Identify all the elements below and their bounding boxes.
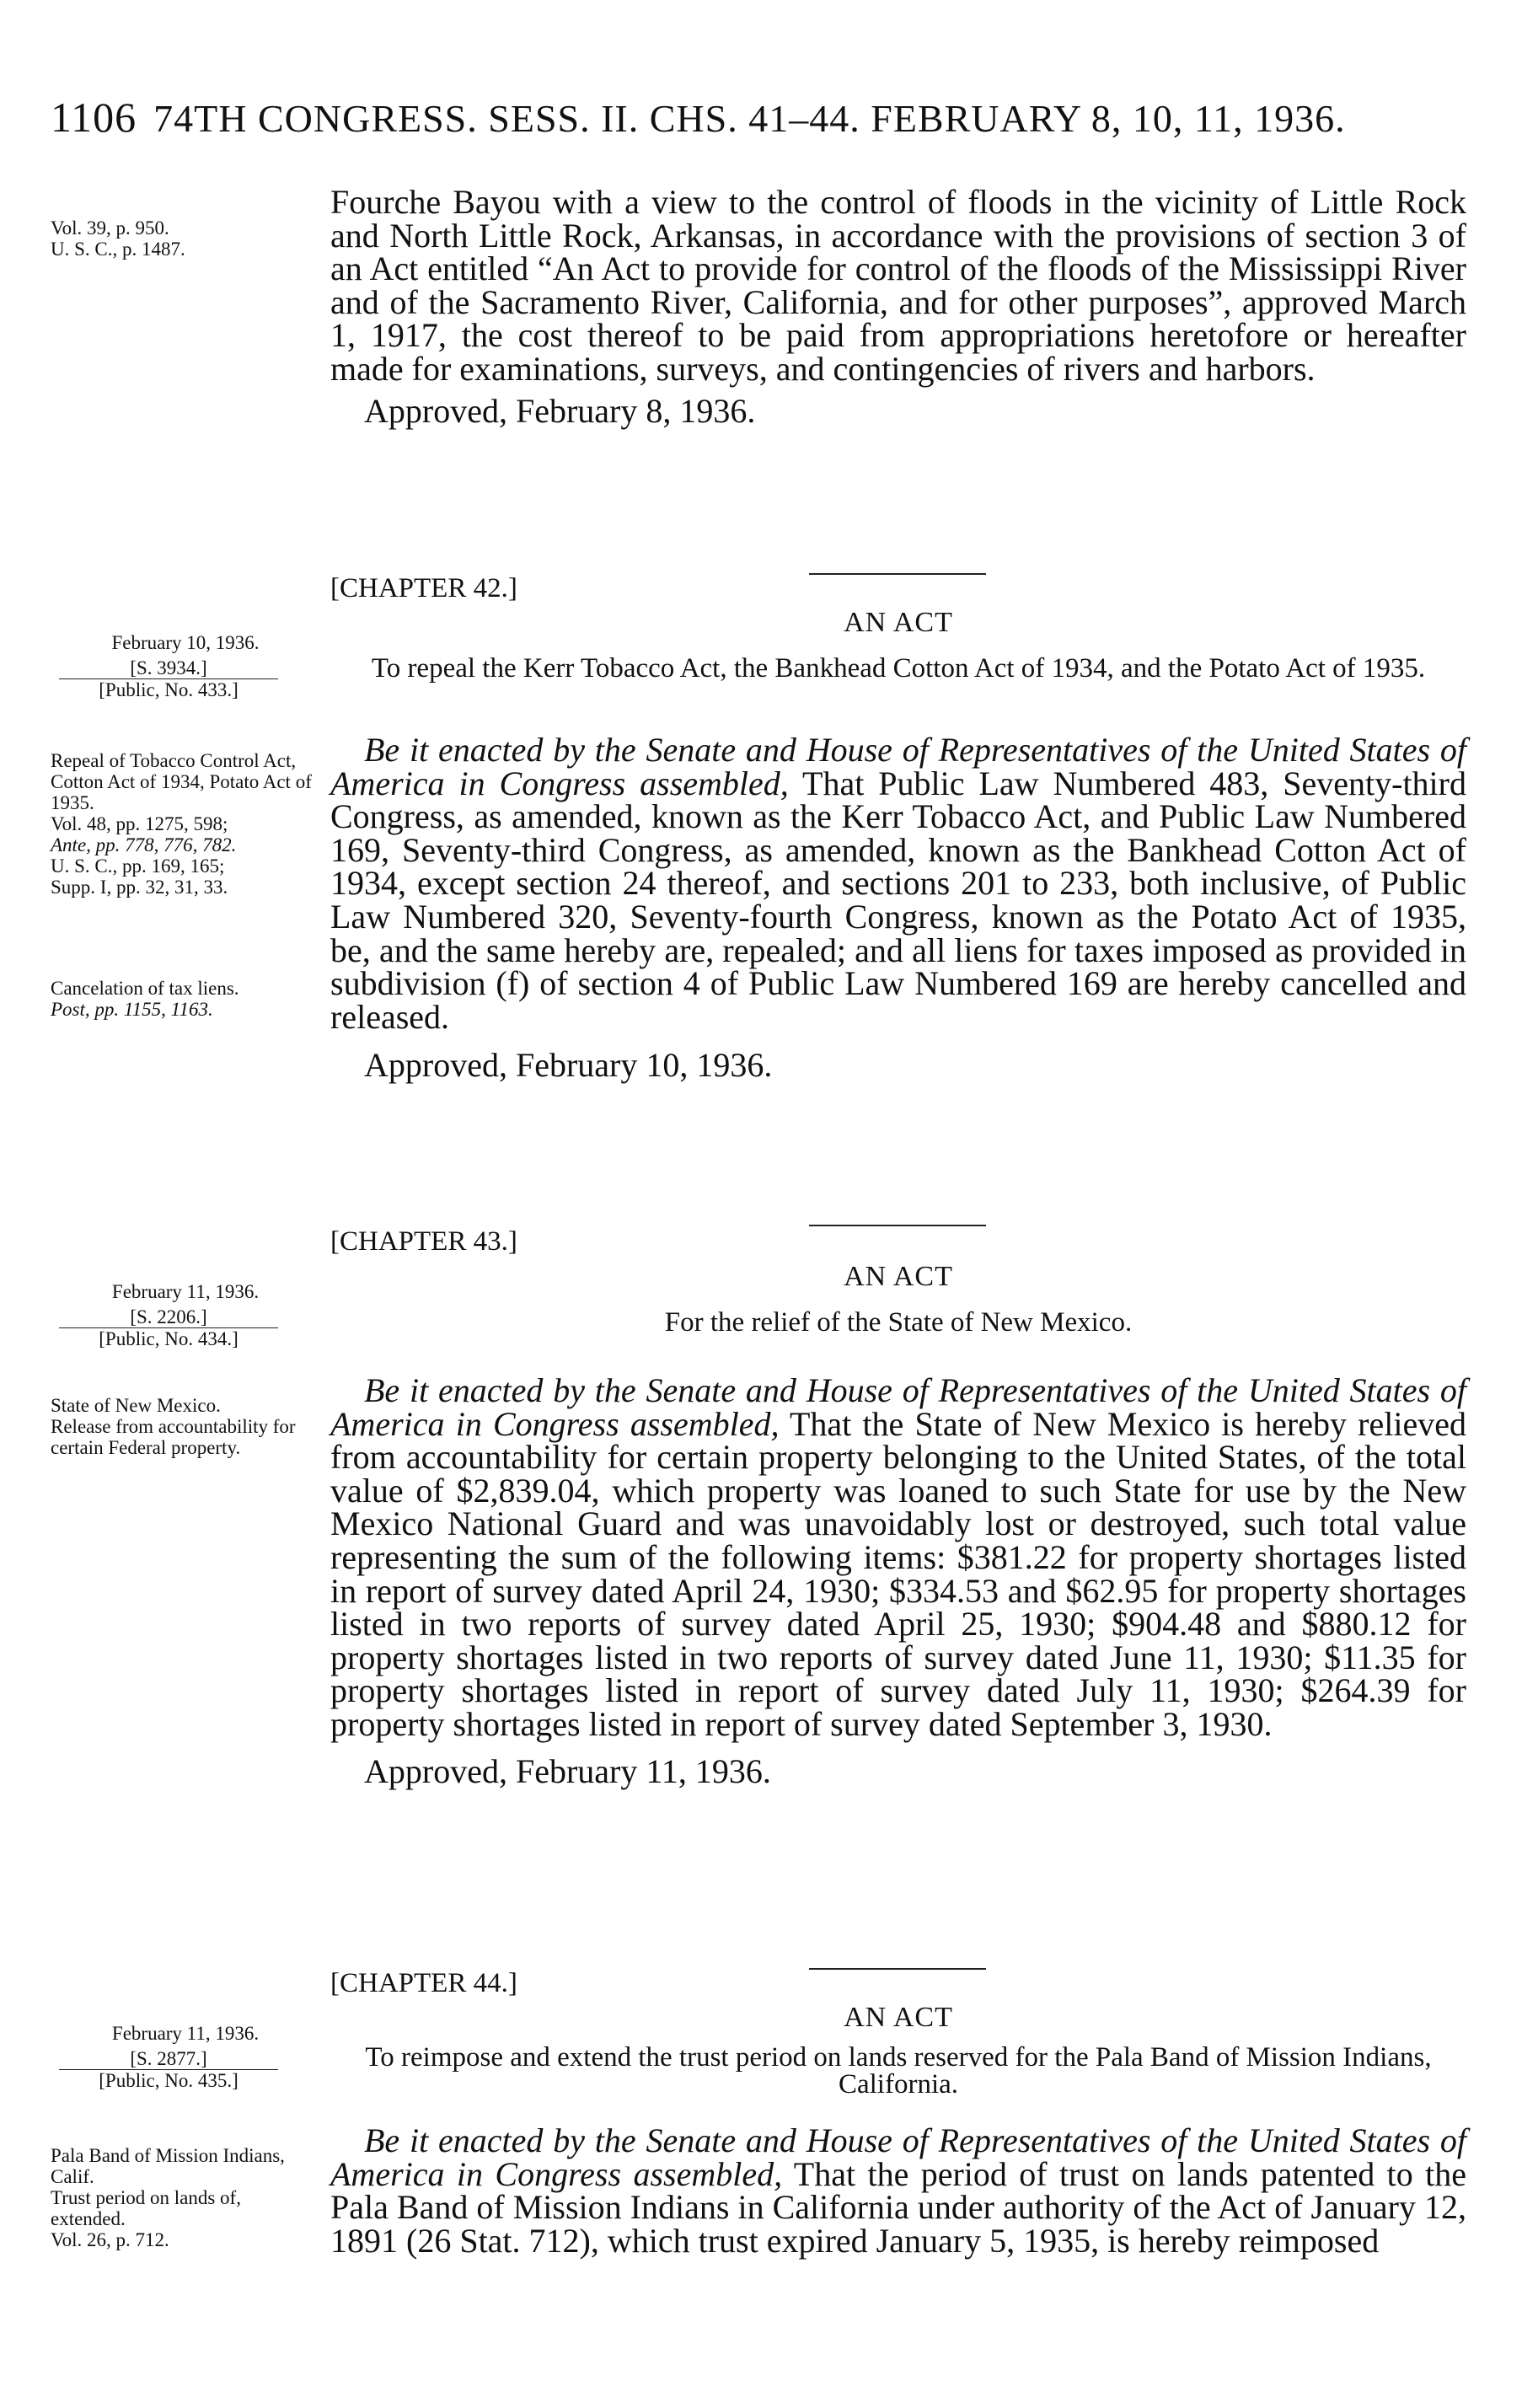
margin-public-law: [Public, No. 434.] xyxy=(59,1327,278,1349)
ch43-chapter-label: [CHAPTER 43.] xyxy=(330,1226,517,1257)
ch44-enacting-clause: Be it enacted by the Senate and House of Representatives of the United States of America in Congress assembled, xyxy=(330,2121,1466,2193)
ch43-act-heading: AN ACT xyxy=(844,1261,953,1292)
ch44-chapter-label: [CHAPTER 44.] xyxy=(330,1968,517,1998)
margin-date: February 10, 1936. xyxy=(111,632,260,653)
margin-notes-ch43 xyxy=(51,1395,320,1458)
margin-note: Release from accountability for certain Federal property. xyxy=(51,1416,296,1458)
running-head xyxy=(51,93,1483,142)
margin-note: Post, pp. 1155, 1163. xyxy=(51,999,213,1020)
ch43-enacting-clause: Be it enacted by the Senate and House of Representatives of the United States of America in Congress assembled, xyxy=(330,1371,1466,1443)
margin-note: Vol. 48, pp. 1275, 598; xyxy=(51,813,228,834)
ch42-enacting-clause: Be it enacted by the Senate and House of Representatives of the United States of America in Congress assembled, xyxy=(330,731,1466,802)
margin-note: Supp. I, pp. 32, 31, 33. xyxy=(51,877,228,898)
ch42-act-heading: AN ACT xyxy=(844,607,953,638)
margin-note: Vol. 26, p. 712. xyxy=(51,2229,169,2250)
margin-notes-ch41 xyxy=(51,217,320,260)
ch42-approved: Approved, February 10, 1936. xyxy=(364,1046,773,1085)
margin-public-law: [Public, No. 435.] xyxy=(59,2069,278,2091)
ch43-text xyxy=(330,1371,1466,1791)
margin-note: Trust period on lands of, extended. xyxy=(51,2187,241,2229)
ch43-provisions: That the State of New Mexico is hereby relieved from accountability for certain property belonging to the United States, of the total value of $2,839.04, which property was loaned to such State for use by the New Mexico National Guard and was unavoidably lost or destroyed, such total value representing the sum of the following items: $381.22 for property shortages listed in report of survey dated April 24, 1930; $334.53 and $62.95 for property shortages listed in two reports of survey dated April 25, 1930; $904.48 and $880.12 for property shortages listed in two reports of survey dated June 11, 1930; $11.35 for property shortages listed in report of survey dated July 11, 1930; $264.39 for property shortages listed in report of survey dated September 3, 1930. xyxy=(330,1404,1466,1743)
margin-dates-ch43 xyxy=(51,1281,320,1349)
margin-date: February 11, 1936. xyxy=(111,2023,260,2044)
margin-note: State of New Mexico. xyxy=(51,1395,221,1416)
ch43-body xyxy=(330,1371,1466,1743)
ch42-text xyxy=(330,733,1466,1085)
margin-public-law: [Public, No. 433.] xyxy=(59,678,278,700)
margin-note: Ante, pp. 778, 776, 782. xyxy=(51,834,237,855)
margin-notes-ch42 xyxy=(51,750,320,1020)
margin-note: U. S. C., pp. 169, 165; xyxy=(51,855,225,877)
ch41-body: Fourche Bayou with a view to the control of floods in the vicinity of Little Rock and North Little Rock, Arkansas, in accordance with the provisions of section 3 of an Act entitled “An Act to provide for control of the floods of the Mississippi River and of the Sacramento River, California, and for other purposes”, approved March 1, 1917, the cost thereof to be paid from appropriations heretofore or hereafter made for examinations, surveys, and contingencies of rivers and harbors. xyxy=(330,183,1466,388)
ch41-continuation xyxy=(330,185,1466,431)
ch44-purpose: To reimpose and extend the trust period on lands reserved for the Pala Band of Mission Indians, California. xyxy=(365,2042,1432,2100)
ch42-body xyxy=(330,731,1466,1036)
margin-date: February 11, 1936. xyxy=(111,1281,260,1302)
margin-note: Vol. 39, p. 950. xyxy=(51,217,169,239)
section-divider xyxy=(809,1968,986,1970)
ch44-provisions: That the period of trust on lands patented to the Pala Band of Mission Indians in California under authority of the Act of January 12, 1891 (26 Stat. 712), which trust expired January 5, 1935, is hereby reimposed xyxy=(330,2154,1466,2260)
ch44-body xyxy=(330,2121,1466,2260)
ch42-chapter-label: [CHAPTER 42.] xyxy=(330,573,517,603)
margin-bill-number: [S. 3934.] xyxy=(130,657,207,678)
margin-notes-ch44 xyxy=(51,2145,320,2250)
margin-dates-ch44 xyxy=(51,2023,320,2091)
running-head-text: 74TH CONGRESS. SESS. II. CHS. 41–44. FEBRUARY 8, 10, 11, 1936. xyxy=(153,97,1346,140)
margin-note: Pala Band of Mission Indians, Calif. xyxy=(51,2145,285,2187)
ch43-purpose: For the relief of the State of New Mexico. xyxy=(664,1307,1133,1338)
page-number: 1106 xyxy=(51,94,137,141)
margin-bill-number: [S. 2206.] xyxy=(130,1306,207,1327)
ch43-approved: Approved, February 11, 1936. xyxy=(364,1751,771,1790)
ch44-act-heading: AN ACT xyxy=(844,2002,953,2033)
margin-note: Repeal of Tobacco Control Act, Cotton Act of 1934, Potato Act of 1935. xyxy=(51,750,312,813)
margin-note: U. S. C., p. 1487. xyxy=(51,239,185,260)
margin-dates-ch42 xyxy=(51,632,320,700)
ch41-approved: Approved, February 8, 1936. xyxy=(364,391,756,430)
section-divider xyxy=(809,1225,986,1226)
ch42-purpose: To repeal the Kerr Tobacco Act, the Bankhead Cotton Act of 1934, and the Potato Act of 1935. xyxy=(371,653,1426,684)
margin-bill-number: [S. 2877.] xyxy=(130,2048,207,2069)
margin-note: Cancelation of tax liens. xyxy=(51,978,239,999)
ch42-provisions: That Public Law Numbered 483, Seventy-third Congress, as amended, known as the Kerr Tobacco Act, and Public Law Numbered 169, Seventy-third Congress, as amended, known as the Bankhead Cotton Act of 1934, except section 24 thereof, and sections 201 to 233, both inclusive, of Public Law Numbered 320, Seventy-fourth Congress, known as the Potato Act of 1935, be, and the same hereby are, repealed; and all liens for taxes imposed as provided in subdivision (f) of section 4 of Public Law Numbered 169 are hereby cancelled and released. xyxy=(330,764,1466,1036)
section-divider xyxy=(809,573,986,575)
ch44-text xyxy=(330,2121,1466,2260)
